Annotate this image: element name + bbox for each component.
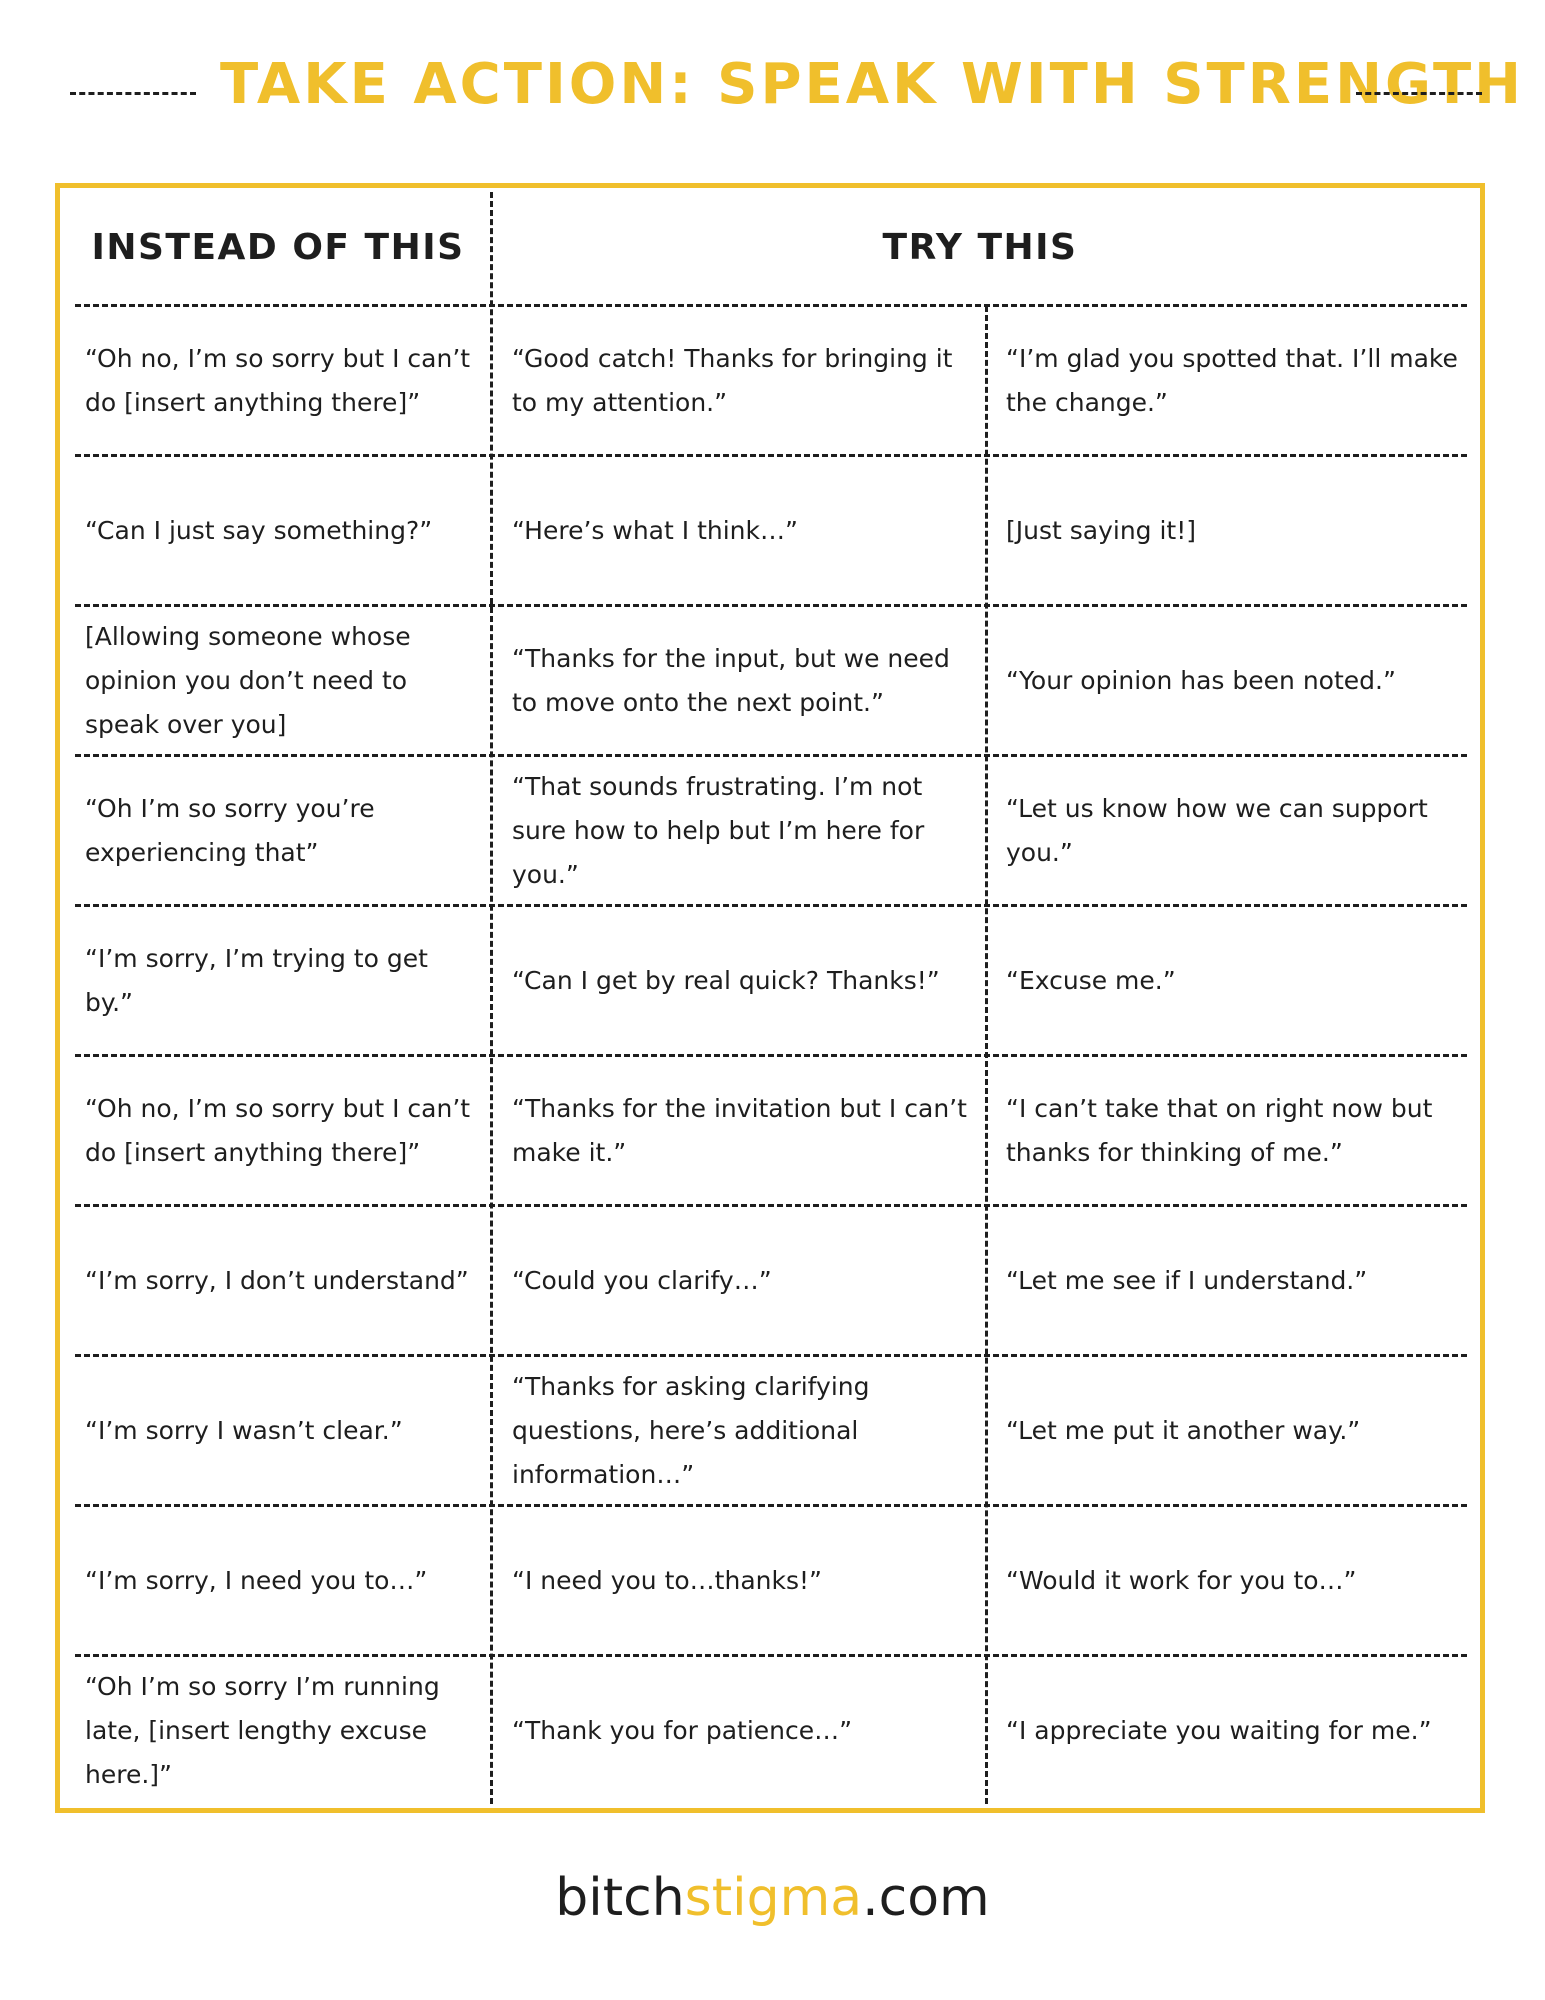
cell-try-option-2: “I’m glad you spotted that. I’ll make the change.” xyxy=(1006,344,1458,417)
title-dash-right xyxy=(1356,92,1482,95)
cell-try-option-1: “That sounds frustrating. I’m not sure how to help but I’m here for you.” xyxy=(512,772,925,889)
cell-instead: “Oh no, I’m so sorry but I can’t do [insert anything there]” xyxy=(85,1094,471,1167)
cell-instead: “Oh I’m so sorry you’re experiencing that” xyxy=(85,794,375,867)
cell-instead: “I’m sorry, I need you to…” xyxy=(85,1566,428,1595)
table-row xyxy=(0,756,1545,906)
header-instead-of-this: INSTEAD OF THIS xyxy=(91,227,465,268)
table-row xyxy=(0,1656,1545,1806)
cell-try-option-2: “I can’t take that on right now but thanks for thinking of me.” xyxy=(1006,1094,1433,1167)
cell-try-option-1: “Thanks for the input, but we need to move onto the next point.” xyxy=(512,644,950,717)
table-row xyxy=(0,456,1545,606)
page-title: TAKE ACTION: SPEAK WITH STRENGTH xyxy=(220,52,1525,117)
cell-instead: [Allowing someone whose opinion you don’t need to speak over you] xyxy=(85,622,411,739)
cell-try-option-1: “Thanks for the invitation but I can’t make it.” xyxy=(512,1094,967,1167)
table-row xyxy=(0,1506,1545,1656)
cell-try-option-2: “Your opinion has been noted.” xyxy=(1006,666,1396,695)
cell-instead: “Oh I’m so sorry I’m running late, [insert lengthy excuse here.]” xyxy=(85,1672,440,1789)
cell-try-option-1: “Can I get by real quick? Thanks!” xyxy=(512,966,940,995)
cell-instead: “I’m sorry, I don’t understand” xyxy=(85,1266,469,1295)
cell-try-option-2: “Let us know how we can support you.” xyxy=(1006,794,1428,867)
site-url-part-3: .com xyxy=(862,1868,990,1928)
title-row xyxy=(0,50,1545,130)
cell-try-option-2: “I appreciate you waiting for me.” xyxy=(1006,1716,1432,1745)
cell-try-option-1: “Here’s what I think…” xyxy=(512,516,798,545)
cell-try-option-1: “Good catch! Thanks for bringing it to my attention.” xyxy=(512,344,953,417)
header-try-this: TRY THIS xyxy=(882,227,1078,268)
table-row xyxy=(0,606,1545,756)
cell-try-option-1: “Thank you for patience…” xyxy=(512,1716,853,1745)
cell-try-option-2: “Excuse me.” xyxy=(1006,966,1176,995)
cell-try-option-2: “Would it work for you to…” xyxy=(1006,1566,1357,1595)
site-url-part-2: stigma xyxy=(684,1868,863,1928)
table-row xyxy=(0,1206,1545,1356)
table-row xyxy=(0,1056,1545,1206)
table-row xyxy=(0,1356,1545,1506)
title-dash-left xyxy=(70,92,196,95)
table-row xyxy=(0,306,1545,456)
table-row xyxy=(0,906,1545,1056)
cell-instead: “I’m sorry I wasn’t clear.” xyxy=(85,1416,403,1445)
site-url xyxy=(0,1868,1545,1928)
cell-try-option-2: “Let me put it another way.” xyxy=(1006,1416,1361,1445)
cell-instead: “I’m sorry, I’m trying to get by.” xyxy=(85,944,428,1017)
site-url-part-1: bitch xyxy=(555,1868,685,1928)
cell-instead: “Oh no, I’m so sorry but I can’t do [insert anything there]” xyxy=(85,344,471,417)
cell-try-option-1: “I need you to…thanks!” xyxy=(512,1566,822,1595)
cell-try-option-2: [Just saying it!] xyxy=(1006,516,1197,545)
cell-try-option-1: “Could you clarify…” xyxy=(512,1266,772,1295)
cell-try-option-2: “Let me see if I understand.” xyxy=(1006,1266,1368,1295)
cell-try-option-1: “Thanks for asking clarifying questions, here’s additional information…” xyxy=(512,1372,870,1489)
cell-instead: “Can I just say something?” xyxy=(85,516,433,545)
